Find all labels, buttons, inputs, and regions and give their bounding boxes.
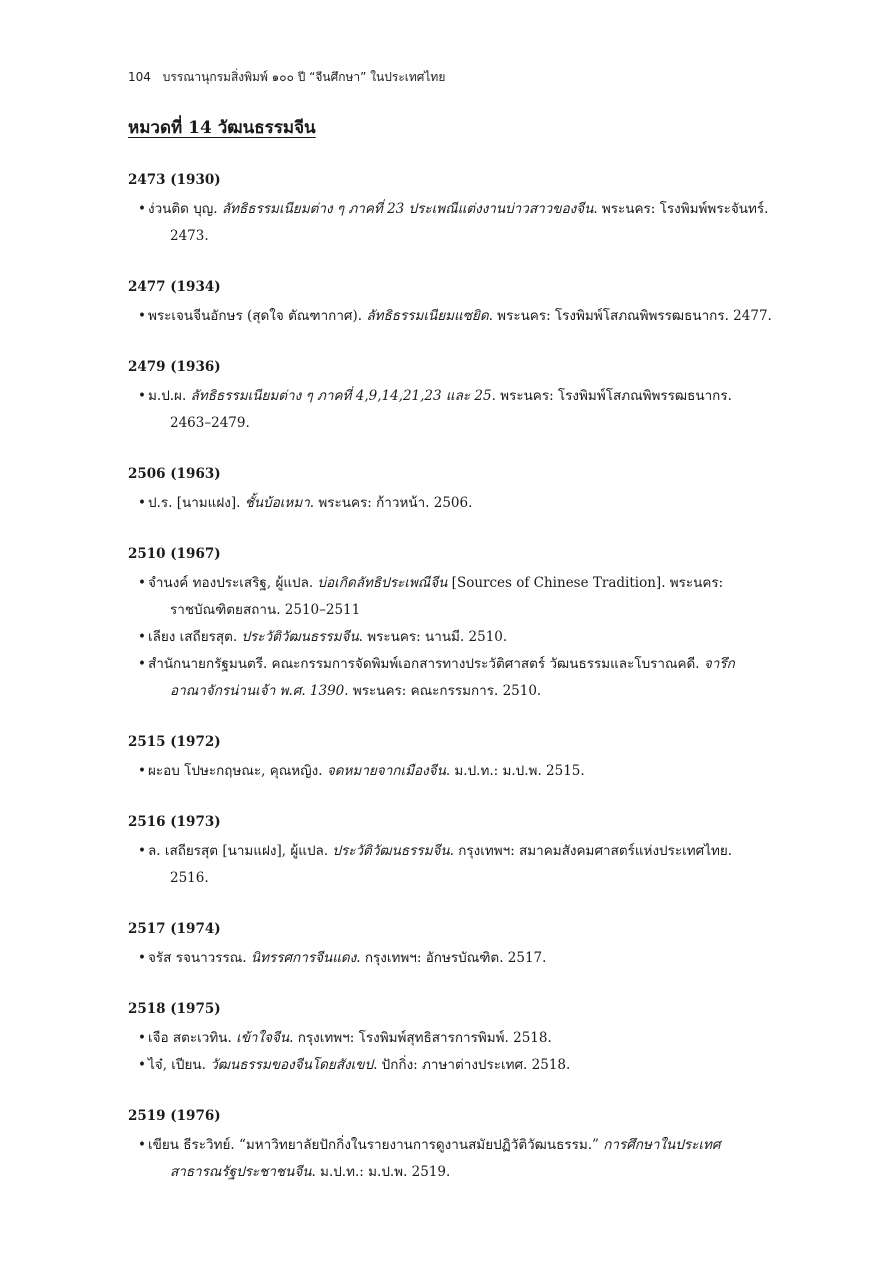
year-heading: 2479 (1936) <box>128 359 221 375</box>
entry-text: ม.ป.ผ. <box>148 388 191 404</box>
year-heading: 2517 (1974) <box>128 921 221 937</box>
entry-list <box>128 196 772 250</box>
bibliography-entry <box>128 758 772 785</box>
entry-list <box>128 303 772 330</box>
year-heading: 2477 (1934) <box>128 279 221 295</box>
bibliography-entry <box>128 651 772 705</box>
bibliography-entry <box>128 570 772 624</box>
entry-title: จารึกอาณาจักรน่านเจ้า พ.ศ. 1390 <box>170 656 735 699</box>
entry-text: . กรุงเทพฯ: สมาคมสังคมศาสตร์แห่งประเทศไทย. 2516. <box>170 843 733 886</box>
entry-text: [Sources of Chinese Tradition]. พระนคร: ราชบัณฑิตยสถาน. 2510–2511 <box>170 575 724 618</box>
entry-text: ล. เสถียรสุต [นามแฝง], ผู้แปล. <box>148 843 333 859</box>
year-heading: 2519 (1976) <box>128 1108 221 1124</box>
bibliography-entry <box>128 490 772 517</box>
entry-title: ลัทธิธรรมเนียมต่าง ๆ ภาคที่ 4,9,14,21,23 และ 25 <box>190 388 492 404</box>
entry-list <box>128 570 772 705</box>
entry-text: . พระนคร: โรงพิมพ์โสภณพิพรรฒธนากร. 2463–2479. <box>170 388 732 431</box>
entry-text: . พระนคร: นานมี. 2510. <box>358 629 508 645</box>
entry-list <box>128 1025 772 1079</box>
entry-text: สำนักนายกรัฐมนตรี. คณะกรรมการจัดพิมพ์เอกสารทางประวัติศาสตร์ วัฒนธรรมและโบราณคดี. <box>148 656 704 672</box>
year-heading: 2515 (1972) <box>128 734 221 750</box>
bibliography-entry <box>128 303 772 330</box>
year-group <box>128 919 772 972</box>
entry-text: . พระนคร: ก้าวหน้า. 2506. <box>309 495 473 511</box>
bibliography-entry <box>128 196 772 250</box>
year-group <box>128 464 772 517</box>
entry-text: จำนงค์ ทองประเสริฐ, ผู้แปล. <box>148 575 318 591</box>
entry-text: . พระนคร: คณะกรรมการ. 2510. <box>344 683 542 699</box>
entry-text: . กรุงเทพฯ: โรงพิมพ์สุทธิสารการพิมพ์. 2518. <box>289 1030 552 1046</box>
entry-title: วัฒนธรรมของจีนโดยสังเขป <box>210 1057 374 1073</box>
entry-list <box>128 945 772 972</box>
entry-list <box>128 1132 772 1186</box>
entry-title: เข้าใจจีน <box>236 1030 290 1046</box>
page-header <box>128 68 445 87</box>
entry-title: ประวัติวัฒนธรรมจีน <box>241 629 359 645</box>
entry-text: . ม.ป.ท.: ม.ป.พ. 2515. <box>445 763 585 779</box>
entry-list <box>128 838 772 892</box>
year-heading: 2510 (1967) <box>128 546 221 562</box>
entry-title: นิทรรศการจีนแดง <box>250 950 357 966</box>
entry-title: จดหมายจากเมืองจีน <box>326 763 446 779</box>
bibliography-entry <box>128 945 772 972</box>
bibliography-entry <box>128 1132 772 1186</box>
year-group <box>128 812 772 892</box>
entry-text: ผะอบ โปษะกฤษณะ, คุณหญิง. <box>148 763 327 779</box>
bibliography-entry <box>128 1052 772 1079</box>
entry-text: จรัส รจนาวรรณ. <box>148 950 251 966</box>
entry-title: ชั้นบ้อเหมา <box>244 495 310 511</box>
entry-text: พระเจนจีนอักษร (สุดใจ ตัณฑากาศ). <box>148 308 367 324</box>
year-group <box>128 732 772 785</box>
year-group <box>128 277 772 330</box>
entry-text: เขียน ธีระวิทย์. “มหาวิทยาลัยปักกิ่งในรายงานการดูงานสมัยปฏิวัติวัฒนธรรม.” <box>148 1137 604 1153</box>
chapter-title: หมวดที่ 14 วัฒนธรรมจีน <box>128 118 316 138</box>
year-group <box>128 357 772 437</box>
entry-text: ไจ๋, เปียน. <box>148 1057 211 1073</box>
year-group <box>128 1106 772 1186</box>
entry-text: . กรุงเทพฯ: อักษรบัณฑิต. 2517. <box>356 950 547 966</box>
entry-text: . พระนคร: โรงพิมพ์พระจันทร์. 2473. <box>170 201 769 244</box>
bibliography-list <box>128 170 772 1213</box>
page-number: 104 <box>128 70 151 84</box>
entry-title: บ่อเกิดลัทธิประเพณีจีน <box>317 575 448 591</box>
entry-text: เจือ สตะเวทิน. <box>148 1030 237 1046</box>
year-group <box>128 544 772 705</box>
year-heading: 2506 (1963) <box>128 466 221 482</box>
entry-list <box>128 383 772 437</box>
bibliography-entry <box>128 383 772 437</box>
year-heading: 2473 (1930) <box>128 172 221 188</box>
entry-title: ลัทธิธรรมเนียมแซยิด <box>366 308 489 324</box>
entry-text: ป.ร. [นามแฝง]. <box>148 495 245 511</box>
year-group <box>128 999 772 1079</box>
entry-text: . ม.ป.ท.: ม.ป.พ. 2519. <box>311 1164 451 1180</box>
entry-title: ลัทธิธรรมเนียมต่าง ๆ ภาคที่ 23 ประเพณีแต่งงานบ่าวสาวของจีน <box>221 201 594 217</box>
bibliography-entry <box>128 624 772 651</box>
entry-text: . พระนคร: โรงพิมพ์โสภณพิพรรฒธนากร. 2477. <box>488 308 772 324</box>
entry-title: การศึกษาในประเทศสาธารณรัฐประชาชนจีน <box>170 1137 721 1180</box>
entry-title: ประวัติวัฒนธรรมจีน <box>332 843 450 859</box>
year-heading: 2516 (1973) <box>128 814 221 830</box>
running-title: บรรณานุกรมสิ่งพิมพ์ ๑๐๐ ปี “จีนศึกษา” ในประเทศไทย <box>162 70 446 84</box>
year-heading: 2518 (1975) <box>128 1001 221 1017</box>
entry-list <box>128 758 772 785</box>
entry-text: เลียง เสถียรสุต. <box>148 629 242 645</box>
bibliography-entry <box>128 1025 772 1052</box>
year-group <box>128 170 772 250</box>
entry-text: ง่วนติด บุญ. <box>148 201 222 217</box>
entry-text: . ปักกิ่ง: ภาษาต่างประเทศ. 2518. <box>373 1057 571 1073</box>
entry-list <box>128 490 772 517</box>
bibliography-entry <box>128 838 772 892</box>
